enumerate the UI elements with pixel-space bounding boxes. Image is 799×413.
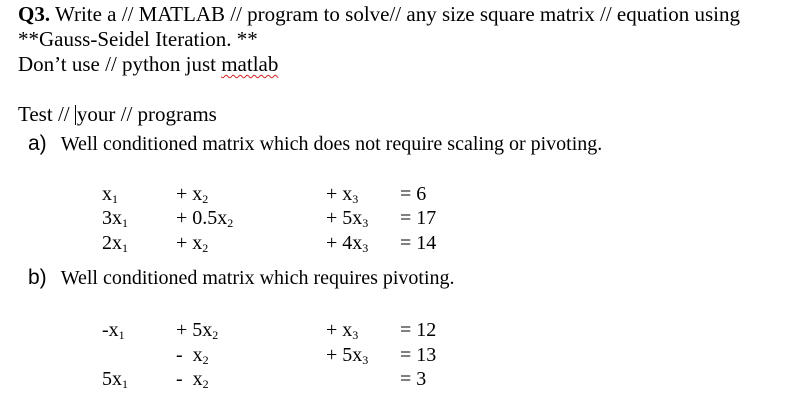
test-word: your <box>76 102 116 126</box>
part-b-description: Well conditioned matrix which requires pivoting. <box>60 267 455 289</box>
text-cursor <box>75 105 76 125</box>
eq-a-row2-term2: + $0.5x_2$ <box>176 207 234 230</box>
spellcheck-word-matlab: matlab <box>221 52 279 76</box>
eq-a-row2-term3: + $5x_3$ <box>326 207 369 230</box>
part-a-label: a) <box>28 132 47 155</box>
eq-a-row2-rhs: = 17 <box>400 207 437 229</box>
eq-a-row1-term2: + $x_2$ <box>176 183 209 206</box>
eq-b-row2-term3: + $5x_3$ <box>326 344 369 367</box>
question-text: Write a // MATLAB // program to solve// any size square matrix // equation using <box>50 2 740 26</box>
eq-b-row2-rhs: = 13 <box>400 344 437 366</box>
eq-b-row3-rhs: = 3 <box>400 368 427 390</box>
test-line <box>18 102 217 126</box>
part-b-label: b) <box>28 266 47 289</box>
eq-a-row2-term1: $3x_1$ <box>102 207 128 230</box>
eq-a-row3-term2: + $x_2$ <box>176 232 209 255</box>
eq-a-row3-rhs: = 14 <box>400 232 437 254</box>
question-title-line <box>18 2 740 26</box>
part-a-heading <box>28 132 602 156</box>
eq-b-row1-term1: $-x_1$ <box>102 319 125 342</box>
eq-b-row2-term2: - $x_2$ <box>176 344 209 367</box>
test-prefix: Test // <box>18 102 75 126</box>
language-text: Don’t use // python just <box>18 52 222 76</box>
eq-a-row1-term1: $x_1$ <box>102 183 118 206</box>
eq-b-row3-term2: - $x_2$ <box>176 368 209 391</box>
test-suffix: // programs <box>115 102 217 126</box>
method-line: **Gauss-Seidel Iteration. ** <box>18 27 258 51</box>
eq-b-row1-term2: + $5x_2$ <box>176 319 219 342</box>
eq-a-row3-term1: $2x_1$ <box>102 232 128 255</box>
eq-a-row1-term3: + $x_3$ <box>326 183 359 206</box>
eq-b-row1-rhs: = 12 <box>400 319 437 341</box>
eq-b-row3-term1: $5x_1$ <box>102 368 128 391</box>
language-line <box>18 52 278 76</box>
eq-b-row1-term3: + $x_3$ <box>326 319 359 342</box>
question-number: Q3. <box>18 2 51 26</box>
eq-a-row3-term3: + $4x_3$ <box>326 232 369 255</box>
part-a-description: Well conditioned matrix which does not require scaling or pivoting. <box>60 133 603 155</box>
eq-a-row1-rhs: = 6 <box>400 183 427 205</box>
part-b-heading <box>28 266 455 290</box>
